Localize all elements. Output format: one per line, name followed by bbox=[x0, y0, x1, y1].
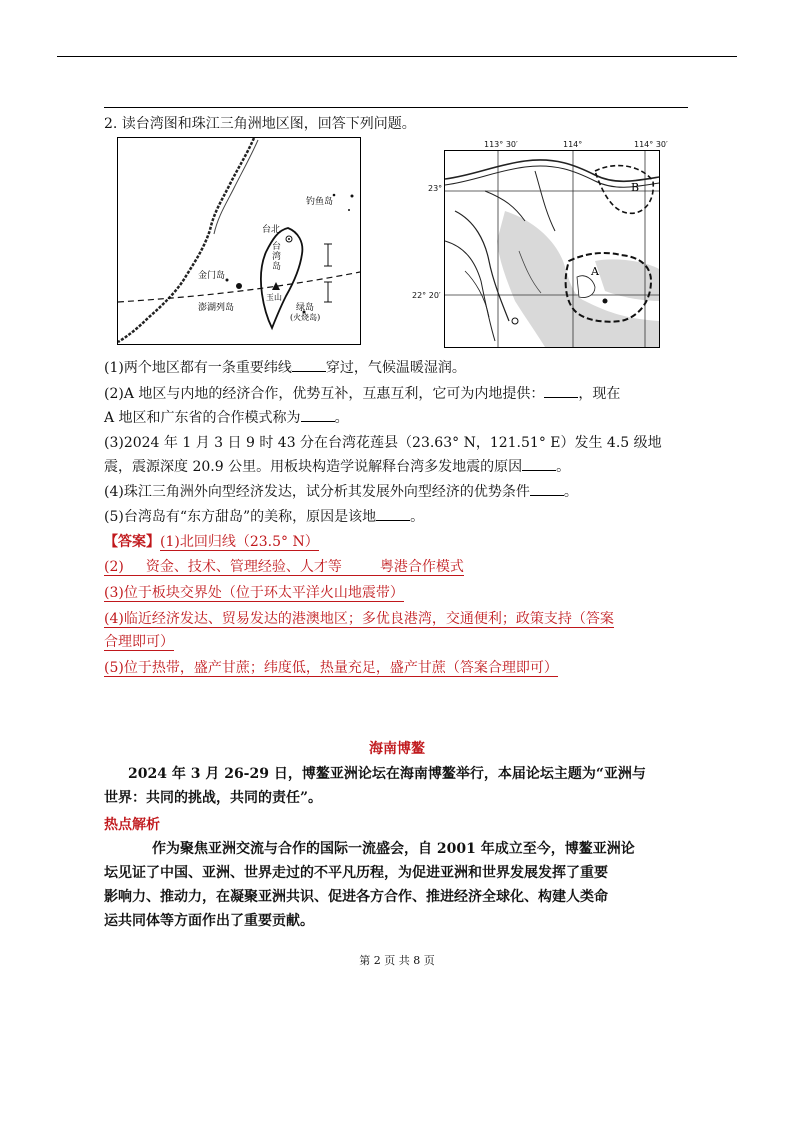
header-rule bbox=[57, 56, 737, 57]
coord-y2: 22° 20′ bbox=[412, 291, 441, 300]
blank bbox=[530, 483, 564, 496]
para-line-4: 运共同体等方面作出了重要贡献。 bbox=[104, 913, 314, 929]
item-5: (5)台湾岛有“东方甜岛”的美称，原因是该地 。 bbox=[104, 509, 425, 525]
label-a: A bbox=[591, 265, 599, 278]
answer-3: (3)位于板块交界处（位于环太平洋火山地震带） bbox=[104, 585, 404, 601]
taiwan-map bbox=[117, 137, 361, 345]
question-title: 2. 读台湾图和珠江三角洲地区图，回答下列问题。 bbox=[104, 116, 416, 132]
coord-y1: 23° bbox=[428, 184, 443, 193]
blank bbox=[292, 359, 326, 372]
label-lvdao-sub: (火烧岛) bbox=[290, 313, 321, 322]
coord-x3: 114° 30′ bbox=[634, 140, 668, 149]
answer-4: (4)临近经济发达、贸易发达的港澳地区；多优良港湾，交通便利；政策支持（答案 bbox=[104, 611, 614, 627]
blank bbox=[376, 508, 410, 521]
intro-line-1: 2024 年 3 月 26-29 日，博鳌亚洲论坛在海南博鳌举行，本届论坛主题为“亚洲与 bbox=[128, 766, 646, 782]
intro-line-2: 世界：共同的挑战，共同的责任”。 bbox=[104, 790, 323, 806]
answer-5: (5)位于热带，盛产甘蔗；纬度低，热量充足，盛产甘蔗（答案合理即可） bbox=[104, 660, 558, 676]
hot-topic-label: 热点解析 bbox=[104, 817, 160, 833]
question-rule bbox=[104, 107, 688, 108]
page-footer: 第 2 页 共 8 页 bbox=[359, 954, 435, 967]
label-penghu: 澎湖列岛 bbox=[198, 303, 235, 313]
blank bbox=[544, 385, 578, 398]
answer-4-cont: 合理即可） bbox=[104, 634, 174, 650]
para-line-1: 作为聚焦亚洲交流与合作的国际一流盛会，自 2001 年成立至今，博鳌亚洲论 bbox=[152, 841, 635, 857]
para-line-2: 坛见证了中国、亚洲、世界走过的不平凡历程，为促进亚洲和世界发展发挥了重要 bbox=[104, 865, 608, 881]
label-lvdao: 绿岛 bbox=[296, 303, 315, 313]
answer-1: 【答案】(1)北回归线（23.5° N） bbox=[104, 534, 319, 550]
blank bbox=[301, 409, 335, 422]
pearl-river-delta-map bbox=[444, 150, 660, 348]
label-b: B bbox=[631, 181, 640, 194]
item-4: (4)珠江三角洲外向型经济发达，试分析其发展外向型经济的优势条件 。 bbox=[104, 484, 578, 500]
label-taibei: 台北 bbox=[262, 225, 281, 235]
label-diaoyu: 钓鱼岛 bbox=[306, 197, 334, 207]
section-title: 海南博鳌 bbox=[369, 741, 425, 757]
item-3: (3)2024 年 1 月 3 日 9 时 43 分在台湾花莲县（23.63° N，121.51° E）发生 4.5 级地 bbox=[104, 435, 662, 451]
item-1: (1)两个地区都有一条重要纬线 穿过，气候温暖湿润。 bbox=[104, 360, 466, 376]
coord-x1: 113° 30′ bbox=[484, 140, 518, 149]
taiwan-map-drawing bbox=[118, 138, 360, 344]
answer-key: 【答案】 bbox=[104, 534, 160, 550]
label-taiwan-dao: 台湾岛 bbox=[272, 242, 282, 272]
label-jinmen: 金门岛 bbox=[198, 271, 226, 281]
item-2: (2)A 地区与内地的经济合作，优势互补，互惠互利，它可为内地提供： ，现在 bbox=[104, 386, 621, 402]
answer-2: (2) 资金、技术、管理经验、人才等 粤港合作模式 bbox=[104, 559, 464, 575]
blank bbox=[522, 458, 556, 471]
para-line-3: 影响力、推动力，在凝聚亚洲共识、促进各方合作、推进经济全球化、构建人类命 bbox=[104, 889, 608, 905]
prd-map-drawing bbox=[445, 151, 659, 347]
label-yushan: 玉山 bbox=[266, 293, 282, 302]
item-2-cont: A 地区和广东省的合作模式称为 。 bbox=[104, 410, 349, 426]
coord-x2: 114° bbox=[563, 140, 583, 149]
item-3-cont: 震，震源深度 20.9 公里。用板块构造学说解释台湾多发地震的原因 。 bbox=[104, 459, 571, 475]
